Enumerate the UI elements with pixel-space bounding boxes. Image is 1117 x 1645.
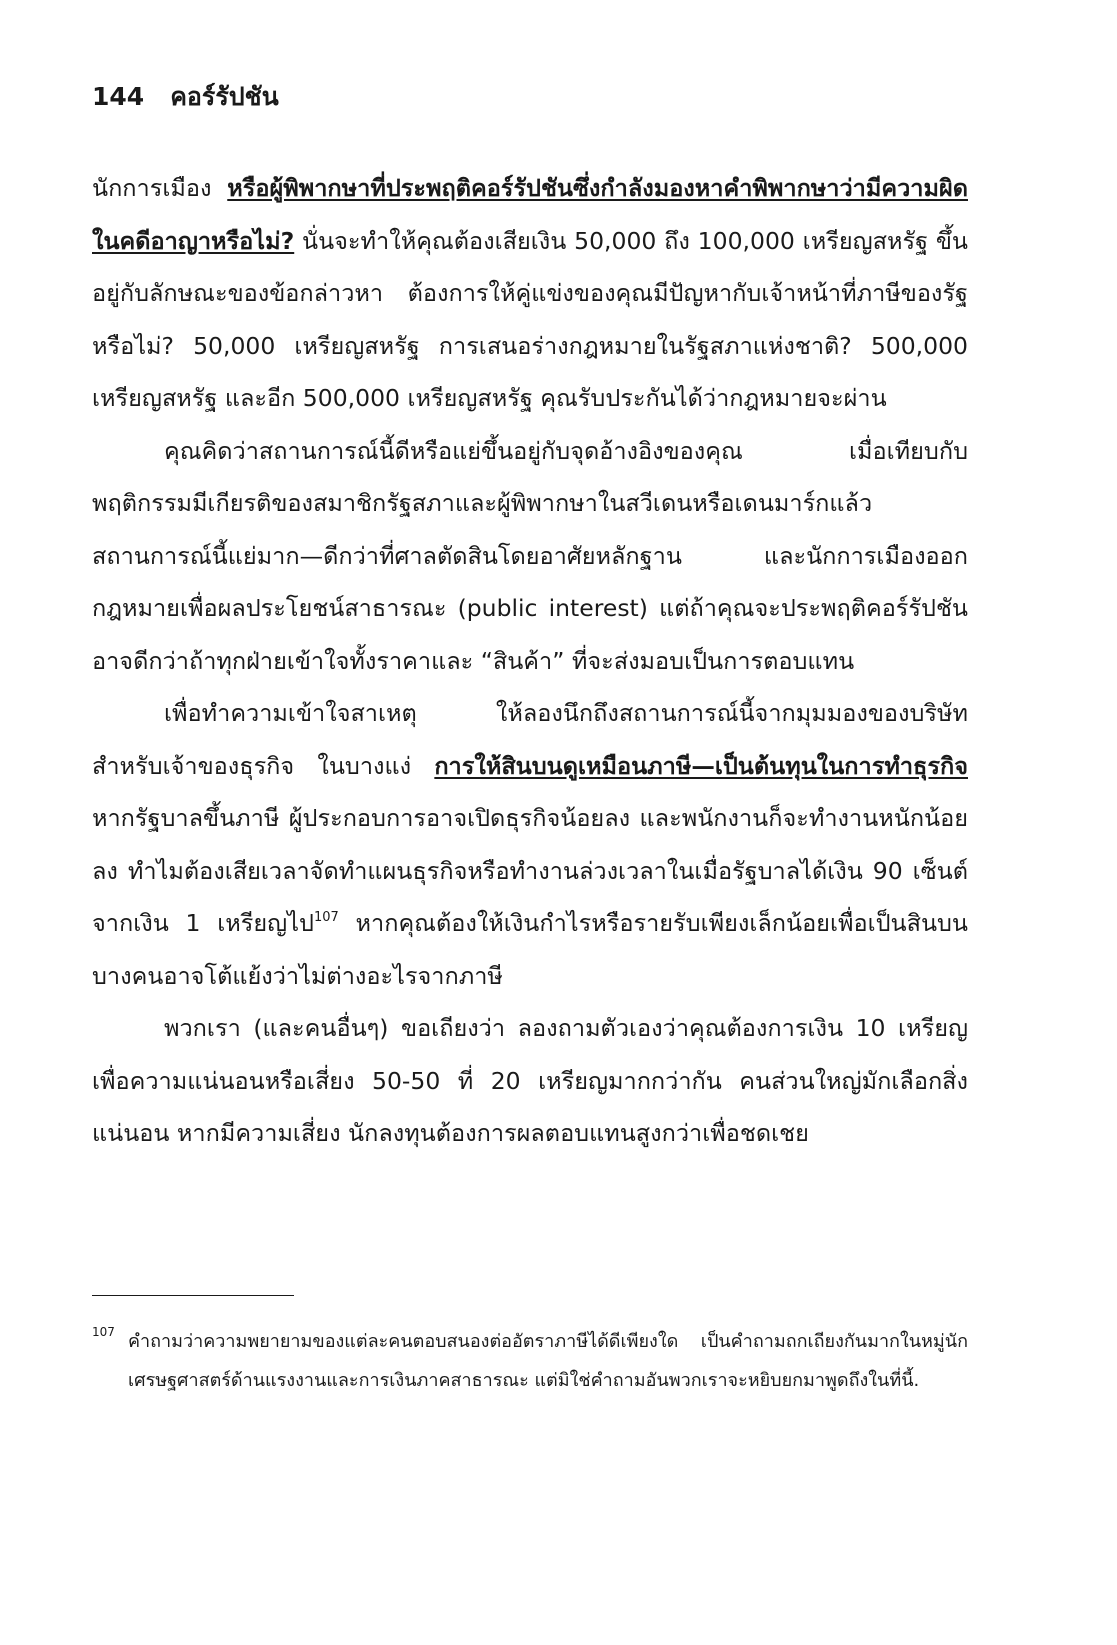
footnote-text: คำถามว่าความพยายามของแต่ละคนตอบสนองต่ออัตราภาษีได้ดีเพียงใด เป็นคำถามถกเถียงกันมากในหมู่นักเศรษฐศาสตร์ด้านแรงงานและการเงินภาคสาธารณะ แต่มิใช่คำถามอันพวกเราจะหยิบยกมาพูดถึงในที่นี้. xyxy=(128,1331,968,1391)
paragraph-3-text-b: หากรัฐบาลขึ้นภาษี ผู้ประกอบการอาจเปิดธุรกิจน้อยลง และพนักงานก็จะทำงานหนักน้อยลง ทำไมต้องเสียเวลาจัดทำแผนธุรกิจหรือทำงานล่วงเวลาในเมื่อรัฐบาลได้เงิน 90 เซ็นต์จากเงิน 1 เหรียญไป xyxy=(92,804,968,937)
footnote xyxy=(92,1322,968,1400)
paragraph-4: พวกเรา (และคนอื่นๆ) ขอเถียงว่า ลองถามตัวเองว่าคุณต้องการเงิน 10 เหรียญเพื่อความแน่นอนหรือเสี่ยง 50-50 ที่ 20 เหรียญมากกว่ากัน คนส่วนใหญ่มักเลือกสิ่งแน่นอน หากมีความเสี่ยง นักลงทุนต้องการผลตอบแทนสูงกว่าเพื่อชดเชย xyxy=(92,1014,968,1147)
running-header xyxy=(92,80,279,114)
footnote-divider xyxy=(92,1295,294,1296)
page-number: 144 xyxy=(92,82,145,111)
paragraph-3-emphasis: การให้สินบนดูเหมือนภาษี—เป็นต้นทุนในการทำธุรกิจ xyxy=(434,751,968,780)
paragraph-1-text-a: นักการเมือง xyxy=(92,174,228,202)
paragraph-3 xyxy=(92,687,968,1002)
paragraph-2: คุณคิดว่าสถานการณ์นี้ดีหรือแย่ขึ้นอยู่กับจุดอ้างอิงของคุณ เมื่อเทียบกับพฤติกรรมมีเกียรติของสมาชิกรัฐสภาและผู้พิพากษาในสวีเดนหรือเดนมาร์กแล้ว สถานการณ์นี้แย่มาก—ดีกว่าที่ศาลตัดสินโดยอาศัยหลักฐาน และนักการเมืองออกกฎหมายเพื่อผลประโยชน์สาธารณะ (public interest) แต่ถ้าคุณจะประพฤติคอร์รัปชัน อาจดีกว่าถ้าทุกฝ่ายเข้าใจทั้งราคาและ “สินค้า” ที่จะส่งมอบเป็นการตอบแทน xyxy=(92,436,968,675)
body-text xyxy=(92,162,968,1160)
paragraph-1 xyxy=(92,162,968,425)
book-title: คอร์รัปชัน xyxy=(170,82,279,111)
paragraph-1-text-b: นั่นจะทำให้คุณต้องเสียเงิน 50,000 ถึง 100,000 เหรียญสหรัฐ ขึ้นอยู่กับลักษณะของข้อกล่าวหา ต้องการให้คู่แข่งของคุณมีปัญหากับเจ้าหน้าที่ภาษีของรัฐหรือไม่? 50,000 เหรียญสหรัฐ การเสนอร่างกฎหมายในรัฐสภาแห่งชาติ? 500,000 เหรียญสหรัฐ และอีก 500,000 เหรียญสหรัฐ คุณรับประกันได้ว่ากฎหมายจะผ่าน xyxy=(92,226,968,412)
footnote-number: 107 xyxy=(92,1325,115,1339)
footnote-reference: 107 xyxy=(313,910,339,925)
paragraph-3-text-a: เพื่อทำความเข้าใจสาเหตุ ให้ลองนึกถึงสถานการณ์นี้จากมุมมองของบริษัท สำหรับเจ้าของธุรกิจ ในบางแง่ xyxy=(92,699,968,780)
paragraph-1-emphasis: หรือผู้พิพากษาที่ประพฤติคอร์รัปชันซึ่งกำลังมองหาคำพิพากษาว่ามีความผิดในคดีอาญาหรือไม่? xyxy=(92,174,968,255)
paragraph-3-text-c: หากคุณต้องให้เงินกำไรหรือรายรับเพียงเล็กน้อยเพื่อเป็นสินบน บางคนอาจโต้แย้งว่าไม่ต่างอะไรจากภาษี xyxy=(92,909,968,990)
